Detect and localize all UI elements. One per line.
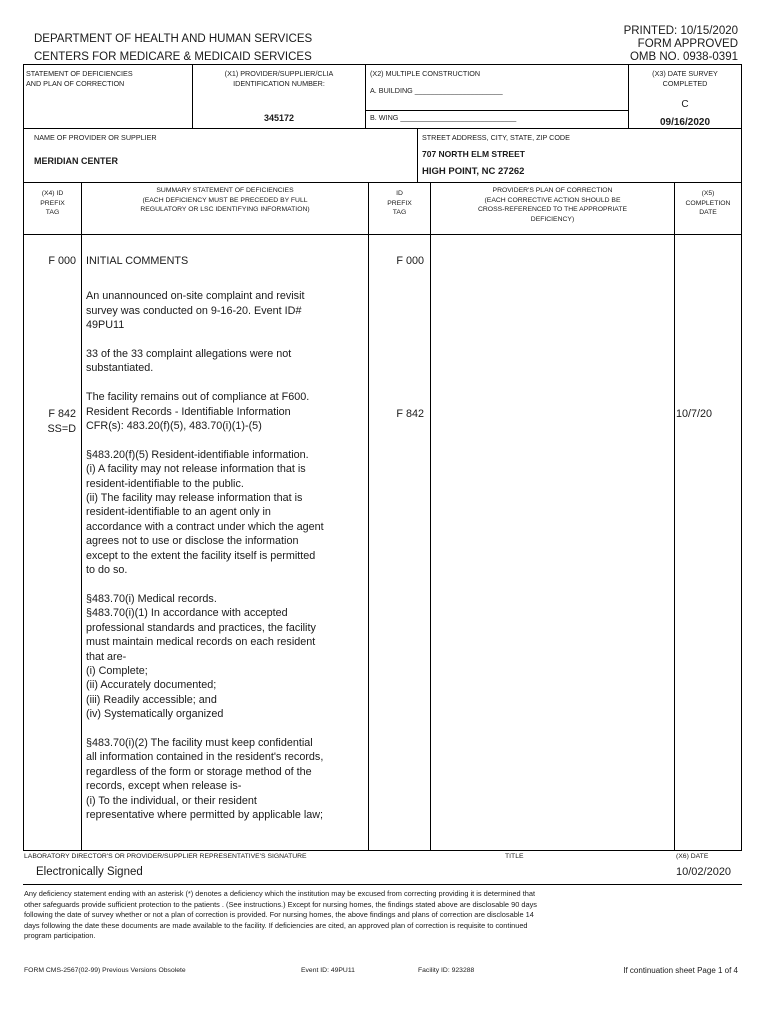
summary-header: SUMMARY STATEMENT OF DEFICIENCIES (EACH DEFICIENCY MUST BE PRECEDED BY FULL REGULATORY OR LSC IDENTIFYING INFORMATION) xyxy=(140,187,310,213)
column-line xyxy=(674,182,675,850)
street-address: 707 NORTH ELM STREET xyxy=(422,149,525,159)
city-state-zip: HIGH POINT, NC 27262 xyxy=(422,166,525,177)
grid-line xyxy=(23,182,742,183)
provider-id: 345172 xyxy=(263,113,295,123)
grid-line xyxy=(23,128,742,129)
survey-date: 09/16/2020 xyxy=(659,117,711,128)
x4-header: (X4) ID PREFIX TAG xyxy=(40,190,65,216)
grid-line xyxy=(23,64,742,65)
id-prefix-header: ID PREFIX TAG xyxy=(387,190,412,216)
signature-label: LABORATORY DIRECTOR'S OR PROVIDER/SUPPLIER REPRESENTATIVE'S SIGNATURE xyxy=(24,853,307,860)
x3-c: C xyxy=(681,99,689,110)
regulation-483-70-i-2: §483.70(i)(2) The facility must keep confidential all information contained in the resident's records, regardless of the form or storage method of the records, except when release is- (i) To the individual, or their resident representative where permitted by applicable law; xyxy=(86,736,324,821)
grid-line xyxy=(366,110,628,111)
building-field: A. BUILDING ______________________ xyxy=(370,86,503,95)
grid-line xyxy=(23,884,742,885)
column-line xyxy=(368,182,369,850)
signature-date: 10/02/2020 xyxy=(676,866,732,878)
column-line xyxy=(430,182,431,850)
regulation-483-20: §483.20(f)(5) Resident-identifiable information. (i) A facility may not release information that is resident-identifiable to the public. (ii) The facility may release information that is resident-identifiable to an agent only in accordance with a contract under which the agent agrees not to use or disclose the information except to the extent the facility itself is permitted to do so. xyxy=(86,448,324,577)
grid-line xyxy=(741,64,742,850)
completion-date: 10/7/20 xyxy=(676,408,713,420)
statement-label: STATEMENT OF DEFICIENCIES AND PLAN OF CORRECTION xyxy=(26,69,133,88)
regulation-483-70-i: §483.70(i) Medical records. §483.70(i)(1) In accordance with accepted professional standards and practices, the facility must maintain medical records on each resident that are- (i) Complete; (ii) Accurately documented; (iii) Readily accessible; and (iv) Systematically organized xyxy=(86,592,316,721)
x5-header: (X5) COMPLETION DATE xyxy=(685,190,731,216)
grid-line xyxy=(417,128,418,182)
address-label: STREET ADDRESS, CITY, STATE, ZIP CODE xyxy=(422,133,570,142)
tag-f000: F 000 xyxy=(48,255,76,267)
grid-line xyxy=(192,64,193,128)
signature-value: Electronically Signed xyxy=(36,866,143,878)
x6-date-label: (X6) DATE xyxy=(676,853,709,860)
tag-f842: F 842 xyxy=(48,408,76,420)
f842-title: Resident Records - Identifiable Information CFR(s): 483.20(f)(5), 483.70(i)(1)-(5) xyxy=(86,405,291,433)
x2-label: (X2) MULTIPLE CONSTRUCTION xyxy=(370,69,481,78)
tag-f842-right: F 842 xyxy=(396,408,424,420)
grid-line xyxy=(23,850,742,851)
grid-line xyxy=(23,234,742,235)
column-line xyxy=(81,182,82,850)
x1-label: (X1) PROVIDER/SUPPLIER/CLIA IDENTIFICATION NUMBER: xyxy=(224,69,334,88)
grid-line xyxy=(23,64,24,850)
provider-name: MERIDIAN CENTER xyxy=(34,156,119,166)
compliance-line: The facility remains out of compliance at F600. xyxy=(86,391,310,404)
wing-field: B. WING _____________________________ xyxy=(370,113,517,122)
event-id: Event ID: 49PU11 xyxy=(301,967,355,974)
tag-f000-right: F 000 xyxy=(396,255,424,267)
survey-paragraph: An unannounced on-site complaint and revisit survey was conducted on 9-16-20. Event ID# 49PU11 xyxy=(86,290,305,332)
printed-date: PRINTED: 10/15/2020 xyxy=(623,25,738,37)
facility-id: Facility ID: 923288 xyxy=(418,967,475,974)
department-title: DEPARTMENT OF HEALTH AND HUMAN SERVICES xyxy=(34,33,313,45)
provider-label: NAME OF PROVIDER OR SUPPLIER xyxy=(34,133,157,142)
x3-label: (X3) DATE SURVEY COMPLETED xyxy=(652,69,718,88)
summary-body xyxy=(86,254,368,837)
form-approved: FORM APPROVED xyxy=(637,38,738,50)
grid-line xyxy=(365,64,366,128)
grid-line xyxy=(628,64,629,128)
initial-comments: INITIAL COMMENTS xyxy=(86,255,189,267)
allegations-paragraph: 33 of the 33 complaint allegations were not substantiated. xyxy=(86,348,292,375)
tag-ssd: SS=D xyxy=(47,423,76,435)
title-label: TITLE xyxy=(505,853,524,860)
plan-header: PROVIDER'S PLAN OF CORRECTION (EACH CORRECTIVE ACTION SHOULD BE CROSS-REFERENCED TO THE APPROPRIATE DEFICIENCY) xyxy=(477,187,628,223)
agency-title: CENTERS FOR MEDICARE & MEDICAID SERVICES xyxy=(34,51,312,63)
disclosure-note: Any deficiency statement ending with an asterisk (*) denotes a deficiency which the institution may be excused from correcting providing it is determined that other safeguards provide sufficient protection to the patients . (See instructions.) Except for nursing homes, the findings stated above are disclosable 90 days following the date of survey whether or not a plan of correction is provided. For nursing homes, the above findings and plans of correction are disclosable 14 days following the date these documents are made available to the facility. If deficiencies are cited, an approved plan of correction is requisite to continued program participation. xyxy=(24,889,537,940)
page-indicator: If continuation sheet Page 1 of 4 xyxy=(623,966,738,975)
omb-number: OMB NO. 0938-0391 xyxy=(629,51,738,63)
form-number: FORM CMS-2567(02-99) Previous Versions Obsolete xyxy=(24,967,186,974)
